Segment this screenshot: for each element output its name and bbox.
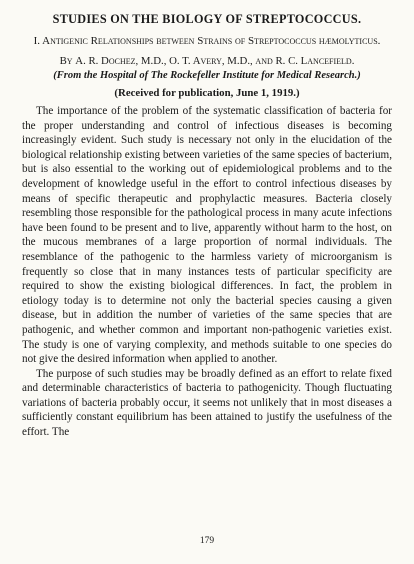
author-names: A. R. Dochez, M.D., O. T. Avery, M.D., and R. C. Lancefield. xyxy=(75,55,355,67)
body-paragraph-1: The importance of the problem of the systematic classification of bacteria for the proper understanding and control of infectious diseases is becoming increasingly evident. Such study is necessary not only in the elucidation of the biological relationship existing between varieties of the same species of bacterium, but is also essential to the working out of epidemiological problems and to the development of knowledge useful in the effort to control infectious diseases by means of specific therapeutic and prophylactic measures. Bacteria closely resembling those responsible for the pathological process in many acute infections have been found to be present and to live, apparently without harm to the host, on the mucous membranes of a large proportion of normal individuals. The resemblance of the pathogenic to the harmless variety of microorganism is frequently so close that in many instances tests of particular specificity are required to show the existing biological differences. In fact, the problem in etiology today is to determine not only the bacterial species causing a given disease, but in addition the number of varieties of the same species that are pathogenic, and whether common and important non-pathogenic varieties exist. The study is one of varying complexity, and methods suitable to one species do not give the desired information when applied to another. xyxy=(22,105,392,366)
page-number: 179 xyxy=(199,536,215,546)
received-date: (Received for publication, June 1, 1919.) xyxy=(114,87,300,99)
article-title: STUDIES ON THE BIOLOGY OF STREPTOCOCCUS. xyxy=(52,12,362,26)
author-by: By xyxy=(59,55,73,67)
article-subtitle: I. Antigenic Relationships between Strains of Streptococcus hæmolyticus. xyxy=(33,35,381,47)
affiliation: (From the Hospital of The Rockefeller Institute for Medical Research.) xyxy=(53,70,361,81)
body-paragraph-2: The purpose of such studies may be broadly defined as an effort to relate fixed and determinable characteristics of bacteria to pathogenicity. Though fluctuating variations of bacteria probably occur, it seems not unlikely that in most diseases a sufficiently constant equilibrium has been attained to justify the usefulness of the effort. The xyxy=(22,367,392,439)
author-line xyxy=(22,55,392,67)
